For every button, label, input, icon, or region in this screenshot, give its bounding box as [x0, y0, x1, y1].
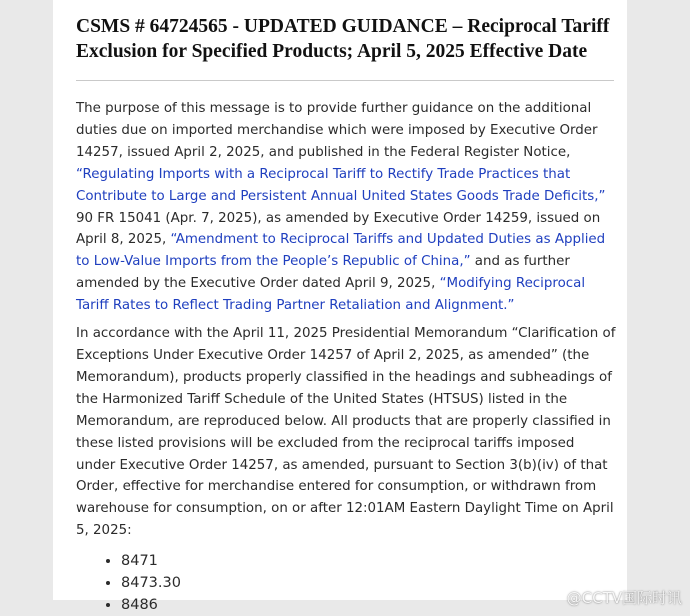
message-body: [76, 98, 616, 616]
list-item: • 8486: [121, 594, 616, 616]
purpose-paragraph: [76, 98, 616, 317]
list-item: • 8471: [121, 550, 616, 572]
amendment-order-link[interactable]: “Amendment to Reciprocal Tariffs and Updated Duties as Applied to Low-Value Imports from the People’s Republic of China,”: [76, 232, 606, 270]
source-watermark: @CCTV国际时讯: [566, 589, 682, 607]
list-item: • 8473.30: [121, 572, 616, 594]
modifying-rates-order-link[interactable]: “Modifying Reciprocal Tariff Rates to Reflect Trading Partner Retaliation and Alignment.”: [76, 276, 586, 314]
purpose-text-3: and as further amended by the Executive Order dated April 9, 2025,: [76, 254, 570, 292]
title-divider: [76, 80, 614, 81]
hts-code-list: [76, 550, 616, 616]
page-title: CSMS # 64724565 - UPDATED GUIDANCE – Reciprocal Tariff Exclusion for Specified Products; April 5, 2025 Effective Date: [76, 16, 610, 62]
memorandum-paragraph: In accordance with the April 11, 2025 Presidential Memorandum “Clarification of Exceptions Under Executive Order 14257 of April 2, 2025, as amended” (the Memorandum), products properly classified in the headings and subheadings of the Harmonized Tariff Schedule of the United States (HTSUS) listed in the Memorandum, are reproduced below. All products that are properly classified in these listed provisions will be excluded from the reciprocal tariffs imposed under Executive Order 14257, as amended, pursuant to Section 3(b)(iv) of that Order, effective for merchandise entered for consumption, or withdrawn from warehouse for consumption, on or after 12:01AM Eastern Daylight Time on April 5, 2025:: [76, 326, 616, 539]
federal-register-notice-link[interactable]: “Regulating Imports with a Reciprocal Tariff to Rectify Trade Practices that Contribute to Large and Persistent Annual United States Goods Trade Deficits,”: [76, 166, 606, 204]
purpose-text-2: 90 FR 15041 (Apr. 7, 2025), as amended by Executive Order 14259, issued on April 8, 2025,: [76, 210, 601, 248]
purpose-text-1: The purpose of this message is to provide further guidance on the additional duties due on imported merchandise which were imposed by Executive Order 14257, issued April 2, 2025, and published in the Federal Register Notice,: [76, 101, 598, 160]
